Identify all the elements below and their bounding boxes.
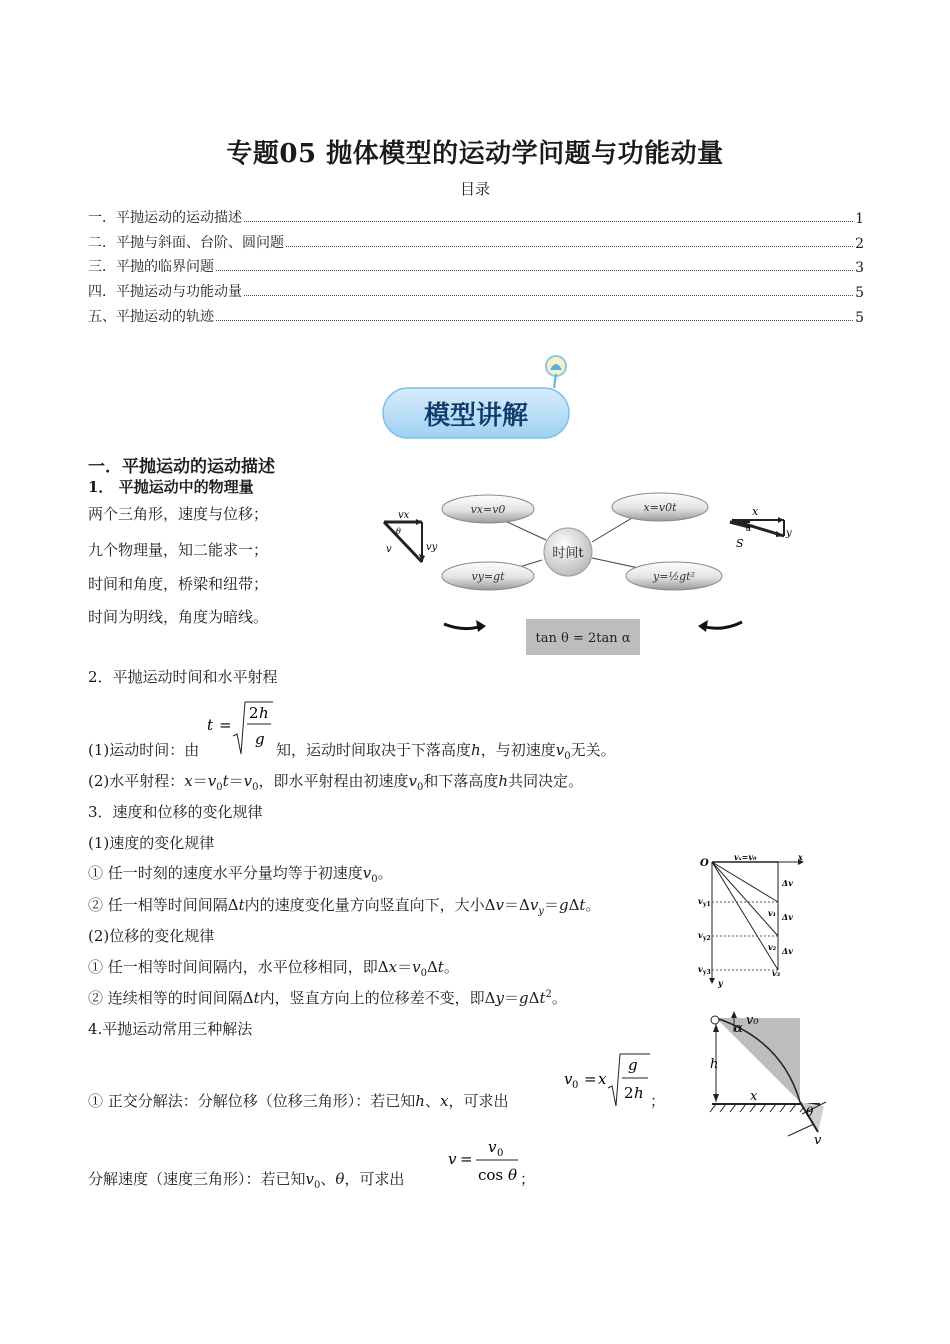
toc-entry[interactable]: 四．平抛运动与功能动量 5 bbox=[88, 284, 864, 302]
svg-text:h: h bbox=[259, 704, 269, 722]
svg-text:vₓ=v₀: vₓ=v₀ bbox=[734, 852, 757, 862]
svg-text:v₃: v₃ bbox=[772, 968, 781, 978]
subsection-heading: 1． 平抛运动中的物理量 bbox=[88, 478, 254, 496]
section-heading: 一．平抛运动的运动描述 bbox=[88, 457, 275, 477]
toc-heading: 目录 bbox=[459, 180, 490, 198]
svg-text:g: g bbox=[628, 1056, 638, 1074]
svg-text:x: x bbox=[750, 1089, 758, 1104]
svg-text:g: g bbox=[255, 730, 265, 748]
v0-sqrt-formula bbox=[562, 1050, 658, 1112]
svg-text:α: α bbox=[746, 524, 752, 533]
svg-text:y1: y1 bbox=[703, 901, 711, 908]
velocity-change-diagram bbox=[698, 852, 808, 990]
svg-text:2: 2 bbox=[249, 704, 259, 722]
svg-text:S: S bbox=[736, 537, 744, 550]
projectile-ground-diagram bbox=[702, 1010, 832, 1150]
svg-text:θ: θ bbox=[396, 527, 401, 536]
svg-text:=: = bbox=[460, 1150, 473, 1168]
svg-text:0: 0 bbox=[572, 1080, 579, 1091]
svg-text:Δv: Δv bbox=[782, 878, 793, 888]
svg-text:θ: θ bbox=[508, 1166, 518, 1184]
bubble-x bbox=[612, 493, 708, 521]
svg-text:=: = bbox=[584, 1070, 597, 1088]
svg-text:v: v bbox=[698, 964, 703, 974]
range-formula-line: (2)水平射程：$x=v_0t=v_0$，即水平射程由初速度$v_0$和下落高度h共同决定。 bbox=[88, 772, 584, 793]
bubble-y-label: y=½gt² bbox=[653, 570, 695, 583]
svg-text:v₁: v₁ bbox=[768, 908, 777, 918]
table-of-contents bbox=[88, 202, 864, 326]
toc-entry[interactable]: 一．平抛运动的运动描述 1 bbox=[88, 209, 864, 227]
rule-heading: (1)速度的变化规律 bbox=[88, 834, 215, 852]
relation-box-label: tan θ = 2tan α bbox=[535, 631, 631, 646]
svg-text:v: v bbox=[698, 930, 703, 940]
bubble-x-label: x=v0t bbox=[643, 501, 677, 514]
mnemonic-line: 时间为明线，角度为暗线。 bbox=[88, 608, 269, 626]
curved-arrow-right bbox=[702, 622, 742, 628]
svg-text:vx: vx bbox=[398, 510, 410, 521]
svg-text:v: v bbox=[698, 896, 703, 906]
subsection-heading: 2．平抛运动时间和水平射程 bbox=[88, 668, 278, 686]
svg-text:x: x bbox=[798, 852, 803, 862]
mnemonic-line: 时间和角度，桥梁和纽带； bbox=[88, 575, 269, 593]
svg-text:cos: cos bbox=[478, 1166, 504, 1184]
svg-text:vy: vy bbox=[426, 542, 438, 553]
svg-text:v: v bbox=[564, 1070, 573, 1088]
rule-heading: (2)位移的变化规律 bbox=[88, 927, 215, 945]
center-circle bbox=[544, 528, 592, 576]
method-line: 分解速度（速度三角形）：若已知$v_0$、θ，可求出 bbox=[88, 1170, 405, 1191]
svg-text:y: y bbox=[718, 978, 723, 988]
svg-text:=: = bbox=[219, 716, 232, 734]
bubble-vx-label: vx=v0 bbox=[470, 503, 506, 516]
svg-text:O: O bbox=[700, 858, 709, 869]
time-sqrt-formula bbox=[205, 700, 275, 758]
mnemonic-line: 九个物理量，知二能求一； bbox=[88, 541, 269, 559]
curved-arrow-left bbox=[444, 624, 482, 629]
svg-text:Δv: Δv bbox=[782, 946, 793, 956]
velocity-triangle bbox=[384, 510, 438, 562]
v-cos-formula bbox=[446, 1134, 526, 1188]
toc-entry[interactable]: 五、平抛运动的轨迹 5 bbox=[88, 308, 864, 326]
flower-icon bbox=[546, 356, 566, 388]
mnemonic-line: 两个三角形，速度与位移； bbox=[88, 505, 269, 523]
time-formula-line: (1)运动时间：由 bbox=[88, 741, 200, 759]
svg-text:h: h bbox=[634, 1084, 644, 1102]
svg-text:Δv: Δv bbox=[782, 912, 793, 922]
svg-text:y: y bbox=[786, 528, 792, 539]
svg-text:x: x bbox=[752, 505, 759, 518]
svg-text:v: v bbox=[488, 1138, 497, 1156]
svg-text:v₂: v₂ bbox=[768, 942, 777, 952]
bubble-vx bbox=[442, 495, 534, 523]
model-explanation-banner bbox=[380, 352, 572, 442]
page-title: 专题05 抛体模型的运动学问题与功能动量 bbox=[226, 139, 724, 169]
svg-text:y3: y3 bbox=[703, 969, 711, 976]
svg-text:h: h bbox=[710, 1057, 719, 1072]
bubble-vy-label: vy=gt bbox=[471, 570, 505, 583]
bubble-y bbox=[626, 562, 722, 590]
displacement-triangle-detail bbox=[728, 502, 794, 552]
svg-text:α: α bbox=[734, 1021, 743, 1036]
svg-text:v: v bbox=[814, 1133, 822, 1148]
subsection-heading: 3．速度和位移的变化规律 bbox=[88, 803, 263, 821]
bubble-vy bbox=[442, 562, 534, 590]
svg-text:x: x bbox=[598, 1070, 607, 1088]
svg-text:v: v bbox=[386, 544, 392, 555]
svg-text:2: 2 bbox=[624, 1084, 634, 1102]
svg-text:θ: θ bbox=[806, 1105, 814, 1119]
svg-text:v: v bbox=[448, 1150, 457, 1168]
v0-label: v₀ bbox=[746, 1013, 759, 1028]
svg-text:y2: y2 bbox=[703, 935, 711, 942]
toc-entry[interactable]: 三．平抛的临界问题 3 bbox=[88, 259, 864, 277]
svg-text:0: 0 bbox=[497, 1148, 504, 1159]
center-label: 时间t bbox=[552, 546, 584, 561]
svg-text:t: t bbox=[207, 716, 214, 734]
banner-text: 模型讲解 bbox=[423, 401, 529, 431]
kinematics-concept-diagram bbox=[378, 488, 750, 660]
toc-entry[interactable]: 二．平抛与斜面、台阶、圆问题 2 bbox=[88, 234, 864, 252]
subsection-heading: 4.平抛运动常用三种解法 bbox=[88, 1020, 253, 1038]
method-line: ① 正交分解法：分解位移（位移三角形）：若已知h、x，可求出 bbox=[88, 1092, 509, 1110]
